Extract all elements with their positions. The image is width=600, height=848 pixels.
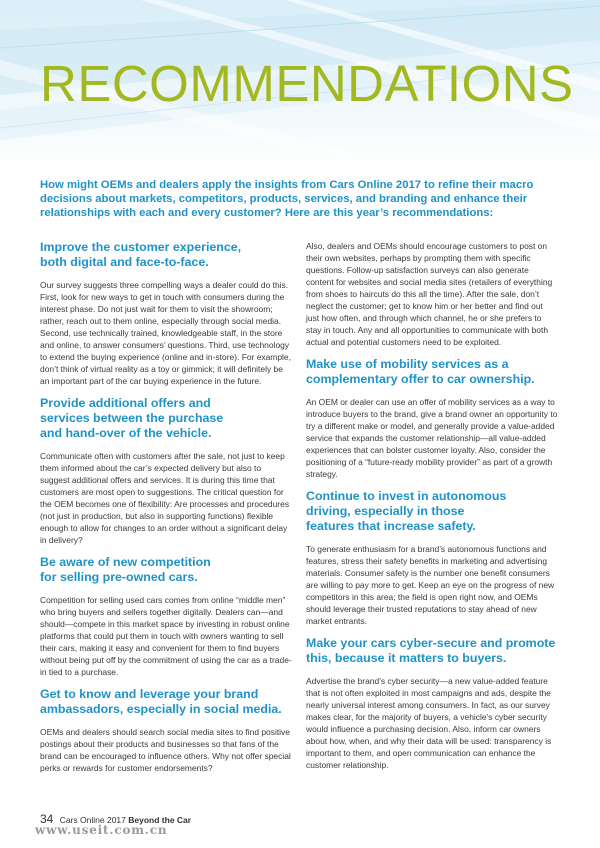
section-body: Advertise the brand’s cyber security—a new value-added feature that is not often exploited in most campaigns and ads, despite the nearly universal interest among consumers. In fact, as our survey makes clear, for the majority of buyers, a vehicle’s cyber security would influence a purchasing decision. Also, inform car owners about how, when, and why their data will be used: transparency is important to them, and open communication can enhance the customer relationship. xyxy=(306,676,552,770)
section-body: Communicate often with customers after the sale, not just to keep them informed about the car’s expected delivery but also to suggest additional offers and services. It is during this time that customers are most open to suggestions. The critical question for the OEM becomes one of flexibility: Are processes and procedures (not just in production, but also in supporting functions) flexible enough to allow for changes to an order without a significant delay in delivery? xyxy=(40,451,290,545)
section-heading: Continue to invest in autonomous driving, especially in those features that increase safety. xyxy=(306,489,507,533)
section-heading: Be aware of new competition for selling pre-owned cars. xyxy=(40,555,211,584)
section-body: Our survey suggests three compelling ways a dealer could do this. First, look for new ways to get in touch with consumers during the interest phase. Do not just wait for them to visit the showroom; rather, reach out to them online, especially through social media. Second, use technically trained, knowledgeable staff, in the store and online, to answer consumers’ questions. Third, use technology to extend the buying experience (online and in-store). For example, don’t think of virtual reality as a toy or gimmick; it will definitely be an important part of the car buying experience in the future. xyxy=(40,280,291,386)
section-name: Beyond the Car xyxy=(128,815,192,825)
section-body: An OEM or dealer can use an offer of mobility services as a way to introduce buyers to the brand, give a brand owner an opportunity to try a different make or model, and generally provide a value-added service that expands the customer relationship—all value-added experiences that can bolster customer loyalty. Also, consider the positioning of a “future-ready mobility provider” as part of a growth strategy. xyxy=(306,397,558,479)
section-body: Also, dealers and OEMs should encourage customers to post on their own websites, perhaps by prompting them with specific questions. Follow-up satisfaction surveys can also generate content for websites and social media sites (retailers of everything from shoes to haircuts do this all the time). After the sale, don’t neglect the customer; get to know him or her better and find out just how often, and through which channel, he or she prefers to stay in touch. Any and all opportunities to communicate with both actual and potential customers need to be exploited. xyxy=(306,241,553,347)
publication-name: Cars Online 2017 xyxy=(59,815,126,825)
watermark-text: www.useit.com.cn xyxy=(35,823,168,837)
section-heading: Make use of mobility services as a complementary offer to car ownership. xyxy=(306,357,535,386)
section-body: To generate enthusiasm for a brand’s autonomous functions and features, stress their safety benefits in marketing and advertising materials. Consumer safety is the number one benefit consumers are willing to pay more to get. Keep an eye on the progress of new competitors in this area; the field is open right now, and OEMs should leverage their trusted reputations to stay ahead of new market entrants. xyxy=(306,544,555,626)
section-body: Competition for selling used cars comes from online “middle men” who bring buyers and sellers together digitally. Dealers can—and should—compete in this market space by investing in robust online platforms that could put them in touch with owners wanting to sell their cars, making it easy and convenient for them to find buyers without being put off by the commitment of using the car as a trade-in tied to a purchase. xyxy=(40,595,292,677)
section-heading: Provide additional offers and services between the purchase and hand-over of the vehicle. xyxy=(40,396,224,440)
section-heading: Improve the customer experience, both digital and face-to-face. xyxy=(40,240,242,269)
left-column xyxy=(40,240,292,783)
intro-text: How might OEMs and dealers apply the insights from Cars Online 2017 to refine their macro decisions about markets, competitors, products, services, and branding and enhance their relationships with each and every customer? Here are this year’s recommendations: xyxy=(40,179,534,219)
section-body: OEMs and dealers should search social media sites to find positive postings about their products and businesses so that fans of the brand can be encouraged to influence others. Why not offer special perks or rewards for customer endorsements? xyxy=(40,727,291,773)
right-column xyxy=(306,240,558,780)
section-heading: Make your cars cyber-secure and promote this, because it matters to buyers. xyxy=(306,636,556,665)
page-title: RECOMMENDATIONS xyxy=(40,55,574,112)
page-number: 34 xyxy=(40,812,54,826)
section-heading: Get to know and leverage your brand ambassadors, especially in social media. xyxy=(40,687,282,716)
